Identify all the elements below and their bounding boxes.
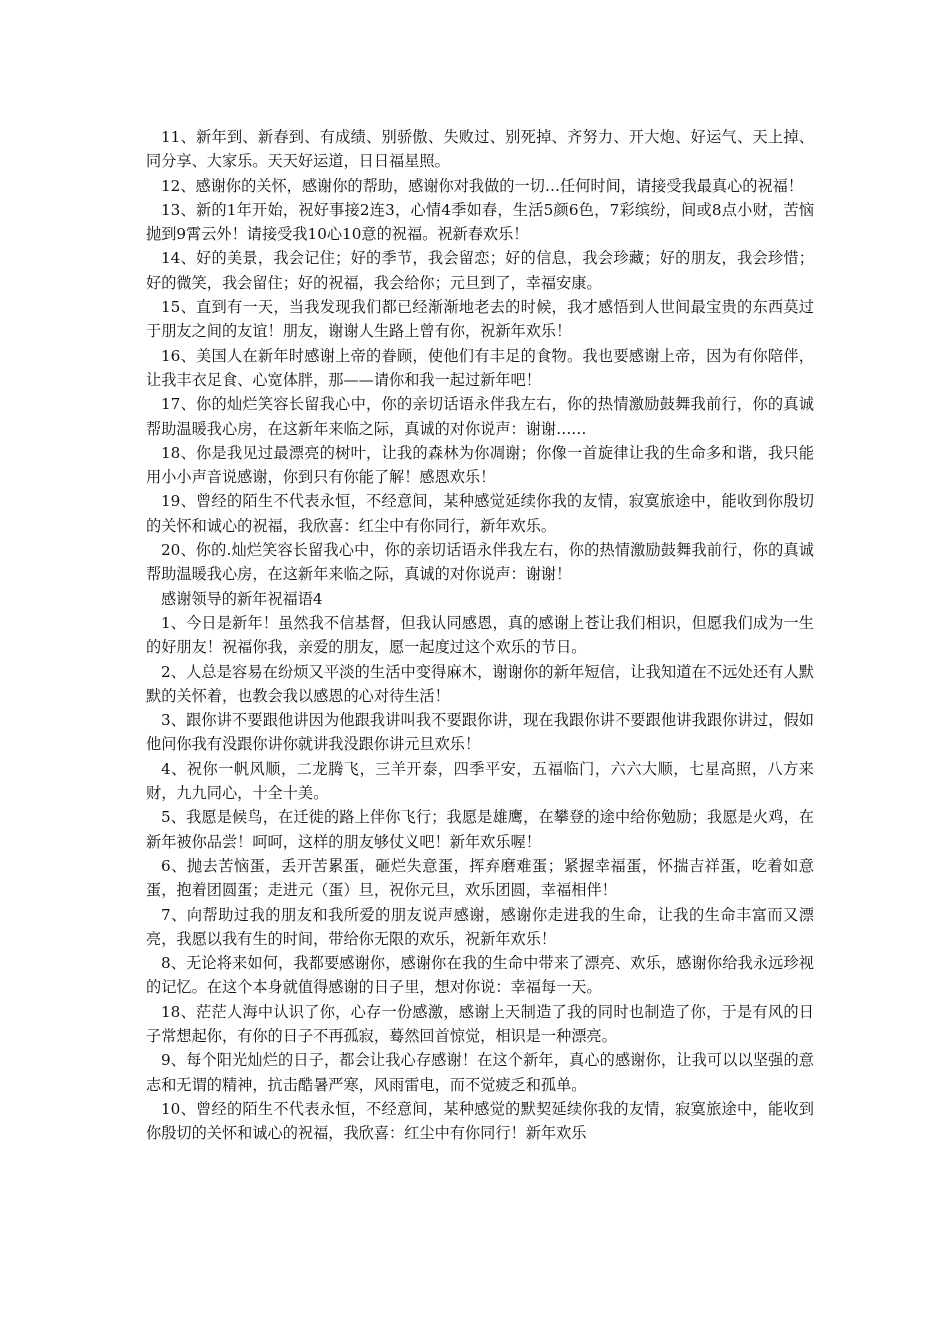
paragraph-16: 16、美国人在新年时感谢上帝的眷顾，使他们有丰足的食物。我也要感谢上帝，因为有你陪伴，让我丰衣足食、心宽体胖，那——请你和我一起过新年吧！ [146,346,814,389]
paragraph-11: 11、新年到、新春到、有成绩、别骄傲、失败过、别死掉、齐努力、开大炮、好运气、天上掉、同分享、大家乐。天天好运道，日日福星照。 [146,128,814,171]
section-heading: 感谢领导的新年祝福语4 [161,589,323,608]
paragraph-18: 18、你是我见过最漂亮的树叶，让我的森林为你凋谢；你像一首旋律让我的生命多和谐，我只能用小小声音说感谢，你到只有你能了解！感恩欢乐！ [146,443,814,487]
paragraph-17: 17、你的灿烂笑容长留我心中，你的亲切话语永伴我左右，你的热情激励鼓舞我前行，你的真诚帮助温暖我心房，在这新年来临之际，真诚的对你说声：谢谢…… [146,395,814,438]
paragraph-5: 5、我愿是候鸟，在迁徙的路上伴你飞行；我愿是雄鹰，在攀登的途中给你勉励；我愿是火鸡，在新年被你品尝！呵呵，这样的朋友够仗义吧！新年欢乐喔！ [146,808,814,851]
paragraph-8: 8、无论将来如何，我都要感谢你，感谢你在我的生命中带来了漂亮、欢乐，感谢你给我永远珍视的记忆。在这个本身就值得感谢的日子里，想对你说：幸福每一天。 [146,954,814,997]
paragraph-2: 2、人总是容易在纷烦又平淡的生活中变得麻木，谢谢你的新年短信，让我知道在不远处还有人默默的关怀着，也教会我以感恩的心对待生活！ [146,662,814,705]
paragraph-12: 12、感谢你的关怀，感谢你的帮助，感谢你对我做的一切…任何时间，请接受我最真心的祝福！ [161,176,804,195]
paragraph-7: 7、向帮助过我的朋友和我所爱的朋友说声感谢，感谢你走进我的生命，让我的生命丰富而又漂亮，我愿以我有生的时间，带给你无限的欢乐，祝新年欢乐！ [146,905,814,948]
paragraph-19: 19、曾经的陌生不代表永恒，不经意间，某种感觉延续你我的友情，寂寞旅途中，能收到你殷切的关怀和诚心的祝福，我欣喜：红尘中有你同行，新年欢乐。 [146,492,814,535]
paragraph-9: 9、每个阳光灿烂的日子，都会让我心存感谢！在这个新年，真心的感谢你，让我可以以坚强的意志和无谓的精神，抗击酷暑严寒，风雨雷电，而不觉疲乏和孤单。 [146,1051,814,1094]
paragraph-3: 3、跟你讲不要跟他讲因为他跟我讲叫我不要跟你讲，现在我跟你讲不要跟他讲我跟你讲过，假如他问你我有没跟你讲你就讲我没跟你讲元旦欢乐！ [146,711,814,754]
paragraph-1: 1、今日是新年！虽然我不信基督，但我认同感恩，真的感谢上苍让我们相识，但愿我们成为一生的好朋友！祝福你我，亲爱的朋友，愿一起度过这个欢乐的节日。 [146,613,814,657]
paragraph-10: 10、曾经的陌生不代表永恒，不经意间，某种感觉的默契延续你我的友情，寂寞旅途中，能收到你殷切的关怀和诚心的祝福，我欣喜：红尘中有你同行！新年欢乐 [146,1099,814,1143]
paragraph-13: 13、新的1年开始，祝好事接2连3，心情4季如春，生活5颜6色，7彩缤纷，间或8点小财，苦恼抛到9霄云外！请接受我10心10意的祝福。祝新春欢乐！ [146,200,814,244]
paragraph-18b: 18、茫茫人海中认识了你，心存一份感激，感谢上天制造了我的同时也制造了你，于是有风的日子常想起你，有你的日子不再孤寂，蓦然回首惊觉，相识是一种漂亮。 [146,1002,814,1045]
document-body [146,125,814,1145]
paragraph-15: 15、直到有一天，当我发现我们都已经渐渐地老去的时候，我才感悟到人世间最宝贵的东西莫过于朋友之间的友谊！朋友，谢谢人生路上曾有你，祝新年欢乐！ [146,298,814,341]
paragraph-6: 6、抛去苦恼蛋，丢开苦累蛋，砸烂失意蛋，挥弃磨难蛋；紧握幸福蛋，怀揣吉祥蛋，吃着如意蛋，抱着团圆蛋；走进元（蛋）旦，祝你元旦，欢乐团圆，幸福相伴！ [146,856,814,900]
paragraph-4: 4、祝你一帆风顺，二龙腾飞，三羊开泰，四季平安，五福临门，六六大顺，七星高照，八方来财，九九同心，十全十美。 [146,759,814,803]
paragraph-14: 14、好的美景，我会记住；好的季节，我会留恋；好的信息，我会珍藏；好的朋友，我会珍惜；好的微笑，我会留住；好的祝福，我会给你；元旦到了，幸福安康。 [146,249,814,292]
paragraph-20: 20、你的.灿烂笑容长留我心中，你的亲切话语永伴我左右，你的热情激励鼓舞我前行，你的真诚帮助温暖我心房，在这新年来临之际，真诚的对你说声：谢谢！ [146,541,814,584]
